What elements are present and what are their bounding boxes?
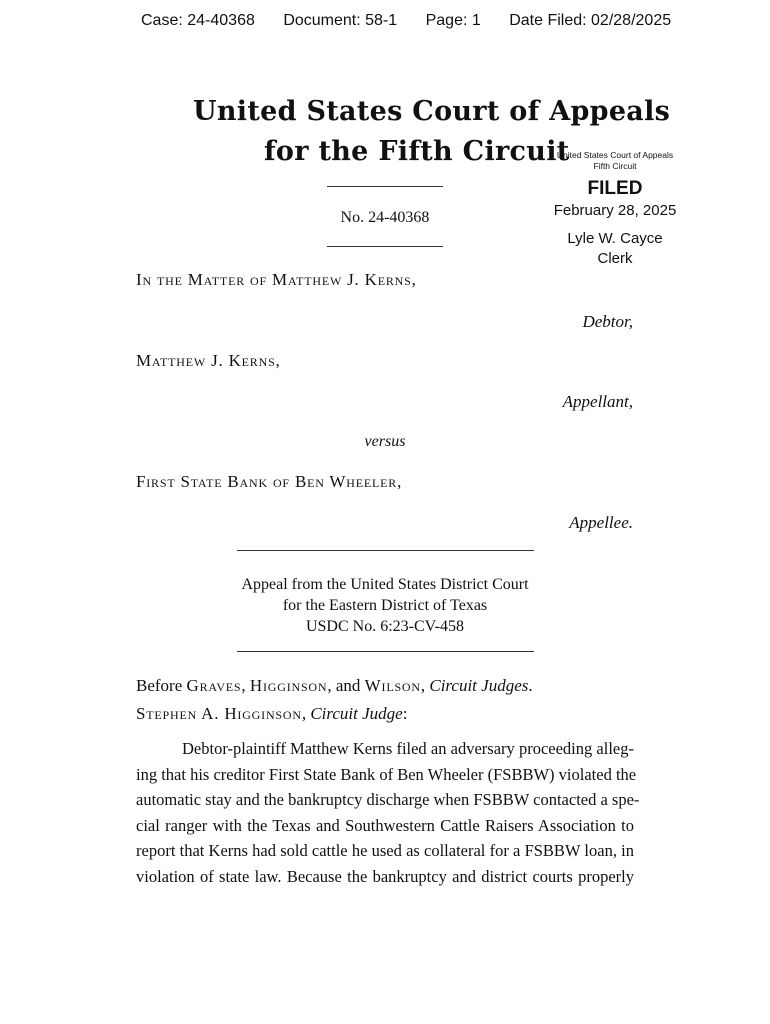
author-title: Circuit Judge: [310, 704, 403, 723]
appeal-origin: [180, 574, 590, 637]
separator: :: [402, 704, 408, 723]
body-line: automatic stay and the bankruptcy discharge when FSBBW contacted a spe-: [136, 790, 640, 809]
stamp-filed: FILED: [587, 178, 643, 199]
author-name: Stephen A. Higginson: [136, 704, 302, 723]
body-line: cial ranger with the Texas and Southwestern Cattle Raisers Association to: [136, 815, 634, 835]
appellee-name: First State Bank of Ben Wheeler,: [136, 472, 403, 491]
stamp-circuit: Fifth Circuit: [593, 161, 637, 171]
separator: ,: [420, 676, 430, 695]
separator: ,: [241, 676, 250, 695]
appellee-role: Appellee.: [569, 513, 633, 532]
appellant-role: Appellant,: [562, 392, 633, 411]
body-line: Debtor-plaintiff Matthew Kerns filed an adversary proceeding alleg-: [182, 739, 634, 758]
opinion-author: [136, 704, 407, 724]
stamp-court: United States Court of Appeals: [556, 150, 674, 160]
panel-judges: [136, 676, 533, 696]
appellant-name: Matthew J. Kerns,: [136, 351, 281, 370]
stamp-clerk-title: Clerk: [597, 250, 633, 267]
stamp-clerk-name: Lyle W. Cayce: [567, 230, 663, 247]
body-line: ing that his creditor First State Bank of Ben Wheeler (FSBBW) violated the: [136, 764, 637, 784]
judge-name: Higginson: [249, 676, 328, 695]
body-line: report that Kerns had sold cattle he used as collateral for a FSBBW loan, in: [136, 841, 634, 860]
document-number: Document: 58-1: [283, 12, 398, 29]
appeal-line: for the Eastern District of Texas: [282, 597, 488, 614]
divider: [327, 246, 443, 247]
court-circuit: for the Fifth Circuit: [264, 136, 570, 167]
matter-caption: In the Matter of Matthew J. Kerns,: [136, 270, 417, 289]
document-header: [141, 12, 671, 30]
body-line: violation of state law. Because the bankruptcy and district courts properly: [136, 866, 634, 886]
divider: [237, 550, 534, 551]
judge-name: Graves: [186, 676, 242, 695]
filed-stamp: [540, 150, 690, 268]
divider: [237, 651, 534, 652]
opinion-body: [136, 736, 640, 889]
page-number: Page: 1: [425, 12, 481, 29]
stamp-date: February 28, 2025: [553, 202, 677, 219]
appeal-line: Appeal from the United States District Court: [241, 576, 529, 593]
debtor-role: Debtor,: [582, 312, 633, 331]
case-number: Case: 24-40368: [141, 12, 255, 29]
before-prefix: Before: [136, 676, 187, 695]
judges-title: Circuit Judges: [429, 676, 529, 695]
divider: [327, 186, 443, 187]
separator: , and: [327, 676, 365, 695]
date-filed: Date Filed: 02/28/2025: [509, 12, 672, 29]
judge-name: Wilson: [364, 676, 421, 695]
court-name: United States Court of Appeals: [193, 96, 671, 127]
appeal-line: USDC No. 6:23-CV-458: [305, 618, 465, 635]
docket-number: No. 24-40368: [340, 209, 430, 226]
versus-label: versus: [364, 433, 406, 450]
separator: ,: [301, 704, 311, 723]
separator: .: [528, 676, 533, 695]
